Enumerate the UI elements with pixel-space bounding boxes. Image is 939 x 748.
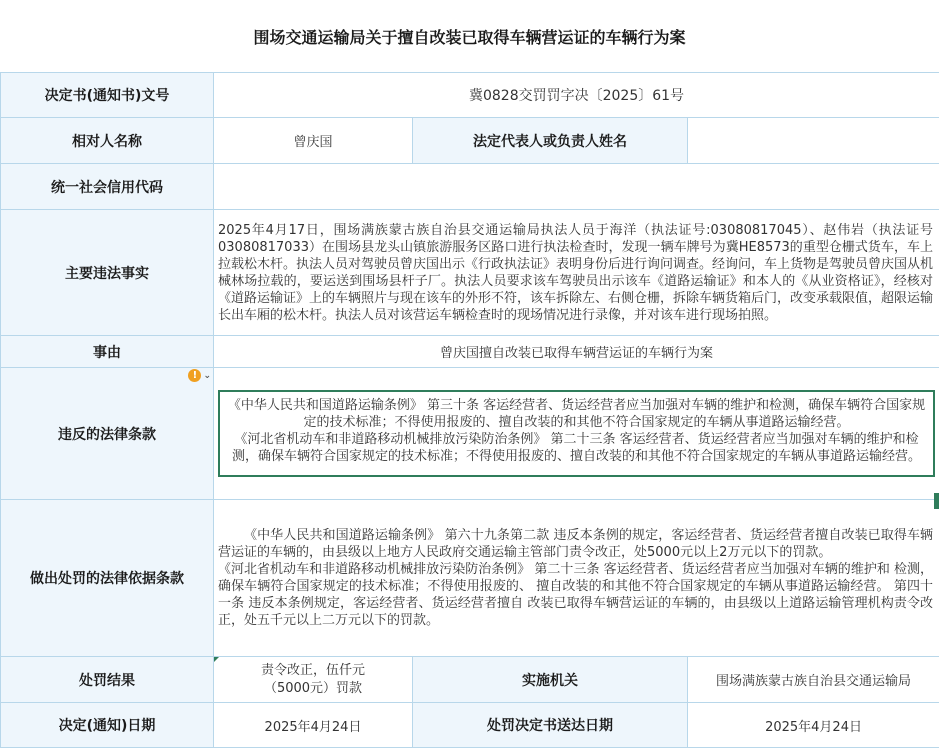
penalty-basis-clause-2: 《河北省机动车和非道路移动机械排放污染防治条例》 第二十三条 客运经营者、货运经营者应当加强对车辆的维护和 检测，确保车辆符合国家规定的技术标准；不得使用报废的、 擅自改装的和其他不符合国家规定的车辆从事道路运输经营。 第四十一条 违反本条例规定，客运经营者、货运经营者擅自 改装已取得车辆营运证的车辆的，由县级以上道路运输管理机构责令改正，处五千元以上二万元以下的罚款。 (218, 561, 933, 629)
violated-law-clause-1: 《中华人民共和国道路运输条例》 第三十条 客运经营者、货运经营者应当加强对车辆的维护和检测，确保车辆符合国家规定的技术标准；不得使用报废的、擅自改装的和其他不符合国家规定的车辆从事道路运输经营。 (226, 397, 927, 431)
result-line-1: 责令改正，伍仟元 (214, 662, 412, 680)
decision-date-value: 2025年4月24日 (214, 703, 413, 748)
selection-handle[interactable] (934, 493, 939, 509)
credit-code-value (214, 164, 939, 210)
cause-label: 事由 (1, 336, 214, 368)
result-line-2: （5000元）罚款 (214, 680, 412, 698)
result-label: 处罚结果 (1, 657, 214, 703)
violated-law-label-text: 违反的法律条款 (58, 427, 156, 443)
party-value: 曾庆国 (214, 118, 413, 164)
row-credit-code (1, 164, 939, 210)
served-date-value: 2025年4月24日 (688, 703, 939, 748)
row-violated-law (1, 368, 939, 500)
row-facts (1, 210, 939, 336)
cell-corner-marker (214, 657, 219, 662)
representative-label: 法定代表人或负责人姓名 (413, 118, 688, 164)
page-title: 围场交通运输局关于擅自改装已取得车辆营运证的车辆行为案 (0, 0, 939, 72)
row-party (1, 118, 939, 164)
row-penalty-basis (1, 500, 939, 657)
facts-label: 主要违法事实 (1, 210, 214, 336)
penalty-basis-clause-1: 《中华人民共和国道路运输条例》 第六十九条第二款 违反本条例的规定，客运经营者、货运经营者擅自改装已取得车辆营运证的车辆的，由县级以上地方人民政府交通运输主管部门责令改正，处5000元以上2万元以下的罚款。 (218, 527, 933, 561)
row-result (1, 657, 939, 703)
credit-code-label: 统一社会信用代码 (1, 164, 214, 210)
served-date-label: 处罚决定书送达日期 (413, 703, 688, 748)
agency-value: 围场满族蒙古族自治县交通运输局 (688, 657, 939, 703)
representative-value (688, 118, 939, 164)
row-dates (1, 703, 939, 748)
violated-law-label (1, 368, 214, 500)
doc-no-label: 决定书(通知书)文号 (1, 73, 214, 118)
agency-label: 实施机关 (413, 657, 688, 703)
decision-date-label: 决定(通知)日期 (1, 703, 214, 748)
party-label: 相对人名称 (1, 118, 214, 164)
warning-indicator[interactable] (188, 369, 211, 382)
chevron-down-icon[interactable]: ⌄ (203, 371, 211, 381)
violated-law-clause-2: 《河北省机动车和非道路移动机械排放污染防治条例》 第二十三条 客运经营者、货运经营者应当加强对车辆的维护和检测，确保车辆符合国家规定的技术标准；不得使用报废的、擅自改装的和其他不符合国家规定的车辆从事道路运输经营。 (226, 431, 927, 465)
row-doc-no (1, 73, 939, 118)
row-cause (1, 336, 939, 368)
warning-icon[interactable]: ! (188, 369, 201, 382)
result-value (214, 657, 413, 703)
penalty-basis-label: 做出处罚的法律依据条款 (1, 500, 214, 657)
facts-text: 2025年4月17日，围场满族蒙古族自治县交通运输局执法人员于海洋（执法证号:03080817045）、赵伟岩（执法证号03080817033）在围场县龙头山镇旅游服务区路口进行执法检查时，发现一辆车牌号为冀HE8573的重型仓栅式货车，车上拉载松木杆。执法人员对驾驶员曾庆国出示《行政执法证》表明身份后进行询问调查。经询问，车上货物是驾驶员曾庆国从机械林场拉载的，要运送到围场县杆子厂。执法人员要求该车驾驶员出示该车《道路运输证》和本人的《从业资格证》，经核对《道路运输证》上的车辆照片与现在该车的外形不符，该车拆除左、右侧仓栅，拆除车辆货箱后门，改变承载限值，超限运输长出车厢的松木杆。执法人员对该营运车辆检查时的现场情况进行录像，并对该车进行现场拍照。 (214, 222, 939, 324)
doc-no-value: 冀0828交罚罚字决〔2025〕61号 (214, 73, 939, 118)
penalty-info-table (0, 72, 939, 748)
violated-law-editor[interactable] (218, 390, 935, 477)
cause-value: 曾庆国擅自改装已取得车辆营运证的车辆行为案 (214, 336, 939, 368)
